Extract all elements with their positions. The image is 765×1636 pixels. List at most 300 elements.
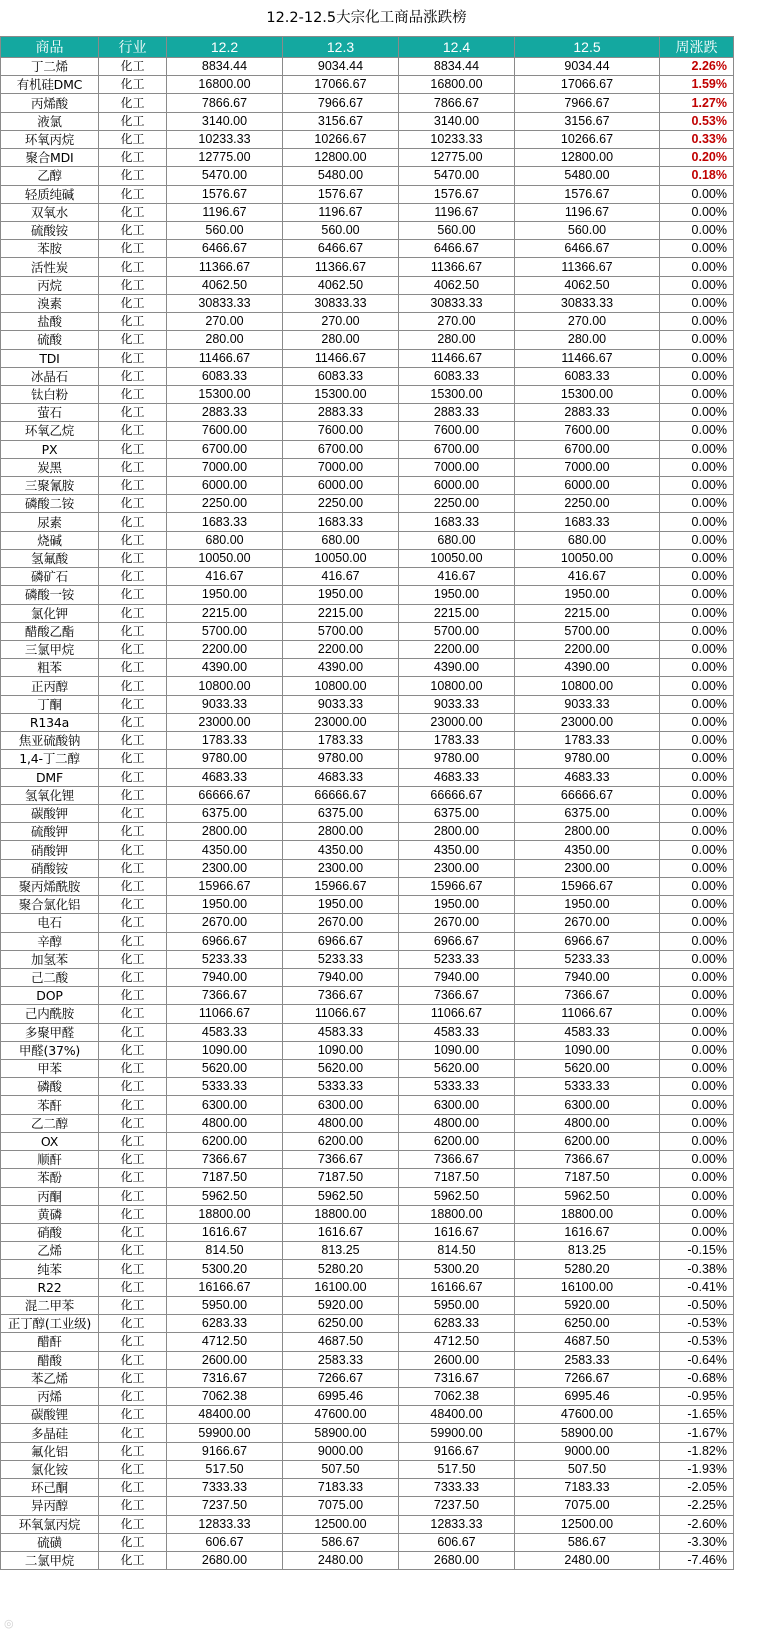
table-row (1, 1296, 734, 1314)
table-row (1, 422, 734, 440)
price-12-5-cell: 7183.33 (515, 1479, 660, 1497)
price-12-2-cell: 2883.33 (167, 404, 283, 422)
price-12-3-cell: 2200.00 (283, 641, 399, 659)
price-12-3-cell: 4687.50 (283, 1333, 399, 1351)
price-12-2-cell: 6283.33 (167, 1315, 283, 1333)
weekly-change-cell: 0.00% (660, 823, 734, 841)
price-12-4-cell: 5700.00 (399, 622, 515, 640)
weekly-change-cell: 0.00% (660, 203, 734, 221)
price-12-3-cell: 7940.00 (283, 968, 399, 986)
column-header-date-12-3[interactable]: 12.3 (283, 37, 399, 58)
commodity-name-cell: 钛白粉 (1, 385, 99, 403)
price-12-3-cell: 2300.00 (283, 859, 399, 877)
price-12-2-cell: 18800.00 (167, 1205, 283, 1223)
price-12-4-cell: 1783.33 (399, 732, 515, 750)
price-12-3-cell: 6200.00 (283, 1132, 399, 1150)
column-header-date-12-5[interactable]: 12.5 (515, 37, 660, 58)
commodity-name-cell: 己二酸 (1, 968, 99, 986)
price-12-3-cell: 1090.00 (283, 1041, 399, 1059)
column-header-weekly-change[interactable]: 周涨跌 (660, 37, 734, 58)
industry-cell: 化工 (99, 677, 167, 695)
commodity-name-cell: 硫酸 (1, 331, 99, 349)
price-12-5-cell: 7366.67 (515, 987, 660, 1005)
price-12-5-cell: 2670.00 (515, 914, 660, 932)
weekly-change-cell: 0.00% (660, 477, 734, 495)
price-12-3-cell: 5920.00 (283, 1296, 399, 1314)
price-12-3-cell: 10800.00 (283, 677, 399, 695)
commodity-name-cell: 炭黑 (1, 458, 99, 476)
price-12-3-cell: 18800.00 (283, 1205, 399, 1223)
commodity-name-cell: 粗苯 (1, 659, 99, 677)
weekly-change-cell: 0.18% (660, 167, 734, 185)
table-row (1, 149, 734, 167)
price-12-5-cell: 6466.67 (515, 240, 660, 258)
price-12-3-cell: 47600.00 (283, 1406, 399, 1424)
commodity-name-cell: 硫酸钾 (1, 823, 99, 841)
price-12-5-cell: 23000.00 (515, 713, 660, 731)
table-row (1, 313, 734, 331)
commodity-name-cell: 甲醛(37%) (1, 1041, 99, 1059)
commodity-name-cell: 丙烯 (1, 1387, 99, 1405)
weekly-change-cell: 0.00% (660, 804, 734, 822)
column-header-date-12-2[interactable]: 12.2 (167, 37, 283, 58)
table-row (1, 1351, 734, 1369)
price-12-4-cell: 5333.33 (399, 1078, 515, 1096)
price-12-4-cell: 7600.00 (399, 422, 515, 440)
price-12-4-cell: 30833.33 (399, 294, 515, 312)
price-12-2-cell: 4390.00 (167, 659, 283, 677)
industry-cell: 化工 (99, 58, 167, 76)
price-12-3-cell: 9034.44 (283, 58, 399, 76)
table-row (1, 568, 734, 586)
commodity-name-cell: 多晶硅 (1, 1424, 99, 1442)
table-row (1, 786, 734, 804)
price-12-5-cell: 5480.00 (515, 167, 660, 185)
price-12-3-cell: 5280.20 (283, 1260, 399, 1278)
price-12-5-cell: 11066.67 (515, 1005, 660, 1023)
price-12-5-cell: 47600.00 (515, 1406, 660, 1424)
price-12-4-cell: 9166.67 (399, 1442, 515, 1460)
price-12-2-cell: 8834.44 (167, 58, 283, 76)
price-12-4-cell: 4683.33 (399, 768, 515, 786)
weekly-change-cell: 0.00% (660, 1005, 734, 1023)
price-12-2-cell: 4712.50 (167, 1333, 283, 1351)
price-12-3-cell: 17066.67 (283, 76, 399, 94)
commodity-name-cell: 硝酸 (1, 1224, 99, 1242)
industry-cell: 化工 (99, 1387, 167, 1405)
industry-cell: 化工 (99, 1132, 167, 1150)
table-row (1, 1424, 734, 1442)
table-row (1, 1278, 734, 1296)
price-12-4-cell: 6375.00 (399, 804, 515, 822)
table-row (1, 349, 734, 367)
price-12-2-cell: 4683.33 (167, 768, 283, 786)
table-row (1, 1096, 734, 1114)
price-12-5-cell: 507.50 (515, 1460, 660, 1478)
price-12-2-cell: 5300.20 (167, 1260, 283, 1278)
industry-cell: 化工 (99, 877, 167, 895)
weekly-change-cell: 0.00% (660, 276, 734, 294)
price-12-3-cell: 12800.00 (283, 149, 399, 167)
price-12-3-cell: 2800.00 (283, 823, 399, 841)
commodity-name-cell: 黄磷 (1, 1205, 99, 1223)
industry-cell: 化工 (99, 185, 167, 203)
price-12-2-cell: 59900.00 (167, 1424, 283, 1442)
price-12-5-cell: 2300.00 (515, 859, 660, 877)
price-12-2-cell: 9166.67 (167, 1442, 283, 1460)
price-12-2-cell: 4350.00 (167, 841, 283, 859)
weekly-change-cell: 0.00% (660, 659, 734, 677)
industry-cell: 化工 (99, 1479, 167, 1497)
commodity-name-cell: DOP (1, 987, 99, 1005)
price-12-2-cell: 11366.67 (167, 258, 283, 276)
industry-cell: 化工 (99, 1351, 167, 1369)
price-12-5-cell: 9000.00 (515, 1442, 660, 1460)
price-12-3-cell: 4800.00 (283, 1114, 399, 1132)
table-row (1, 659, 734, 677)
price-12-4-cell: 814.50 (399, 1242, 515, 1260)
price-12-4-cell: 1950.00 (399, 586, 515, 604)
price-12-3-cell: 16100.00 (283, 1278, 399, 1296)
price-12-2-cell: 11466.67 (167, 349, 283, 367)
industry-cell: 化工 (99, 477, 167, 495)
industry-cell: 化工 (99, 1460, 167, 1478)
price-12-2-cell: 6200.00 (167, 1132, 283, 1150)
price-12-3-cell: 7600.00 (283, 422, 399, 440)
industry-cell: 化工 (99, 1278, 167, 1296)
commodity-name-cell: 丙烯酸 (1, 94, 99, 112)
table-row (1, 477, 734, 495)
price-12-5-cell: 5920.00 (515, 1296, 660, 1314)
commodity-name-cell: 醋酸 (1, 1351, 99, 1369)
price-12-5-cell: 6995.46 (515, 1387, 660, 1405)
table-row (1, 823, 734, 841)
price-12-2-cell: 1196.67 (167, 203, 283, 221)
price-12-3-cell: 6466.67 (283, 240, 399, 258)
commodity-name-cell: 甲苯 (1, 1060, 99, 1078)
price-12-4-cell: 7366.67 (399, 1151, 515, 1169)
price-12-2-cell: 7187.50 (167, 1169, 283, 1187)
price-12-5-cell: 2583.33 (515, 1351, 660, 1369)
table-row (1, 641, 734, 659)
price-12-5-cell: 15966.67 (515, 877, 660, 895)
industry-cell: 化工 (99, 841, 167, 859)
table-row (1, 1151, 734, 1169)
price-12-3-cell: 2883.33 (283, 404, 399, 422)
industry-cell: 化工 (99, 1187, 167, 1205)
price-12-5-cell: 680.00 (515, 531, 660, 549)
price-12-3-cell: 5480.00 (283, 167, 399, 185)
price-12-4-cell: 5620.00 (399, 1060, 515, 1078)
price-12-3-cell: 2250.00 (283, 495, 399, 513)
industry-cell: 化工 (99, 130, 167, 148)
table-row (1, 94, 734, 112)
commodity-name-cell: 丙烷 (1, 276, 99, 294)
table-row (1, 203, 734, 221)
price-12-4-cell: 517.50 (399, 1460, 515, 1478)
table-row (1, 258, 734, 276)
commodity-name-cell: 轻质纯碱 (1, 185, 99, 203)
table-row (1, 586, 734, 604)
price-12-2-cell: 7600.00 (167, 422, 283, 440)
price-12-5-cell: 7940.00 (515, 968, 660, 986)
weekly-change-cell: -1.82% (660, 1442, 734, 1460)
industry-cell: 化工 (99, 604, 167, 622)
price-12-4-cell: 5962.50 (399, 1187, 515, 1205)
weekly-change-cell: 0.00% (660, 950, 734, 968)
price-12-3-cell: 6083.33 (283, 367, 399, 385)
commodity-price-table (0, 36, 734, 1570)
price-12-2-cell: 10050.00 (167, 549, 283, 567)
price-12-5-cell: 5962.50 (515, 1187, 660, 1205)
commodity-name-cell: 尿素 (1, 513, 99, 531)
price-12-5-cell: 4800.00 (515, 1114, 660, 1132)
price-12-3-cell: 416.67 (283, 568, 399, 586)
industry-cell: 化工 (99, 804, 167, 822)
price-12-5-cell: 7366.67 (515, 1151, 660, 1169)
price-12-5-cell: 16100.00 (515, 1278, 660, 1296)
table-row (1, 713, 734, 731)
table-row (1, 1442, 734, 1460)
weekly-change-cell: -0.38% (660, 1260, 734, 1278)
table-row (1, 768, 734, 786)
commodity-name-cell: 焦亚硫酸钠 (1, 732, 99, 750)
column-header-date-12-4[interactable]: 12.4 (399, 37, 515, 58)
table-row (1, 1078, 734, 1096)
price-12-5-cell: 11366.67 (515, 258, 660, 276)
industry-cell: 化工 (99, 1096, 167, 1114)
price-12-2-cell: 6300.00 (167, 1096, 283, 1114)
price-12-4-cell: 11466.67 (399, 349, 515, 367)
price-12-3-cell: 12500.00 (283, 1515, 399, 1533)
weekly-change-cell: 0.00% (660, 859, 734, 877)
commodity-name-cell: 碳酸钾 (1, 804, 99, 822)
price-12-4-cell: 1683.33 (399, 513, 515, 531)
table-row (1, 604, 734, 622)
weekly-change-cell: -2.05% (660, 1479, 734, 1497)
price-12-2-cell: 4583.33 (167, 1023, 283, 1041)
commodity-name-cell: 盐酸 (1, 313, 99, 331)
price-12-5-cell: 11466.67 (515, 349, 660, 367)
commodity-name-cell: 加氢苯 (1, 950, 99, 968)
table-row (1, 276, 734, 294)
price-12-3-cell: 4350.00 (283, 841, 399, 859)
weekly-change-cell: 0.00% (660, 1224, 734, 1242)
industry-cell: 化工 (99, 203, 167, 221)
price-12-4-cell: 12833.33 (399, 1515, 515, 1533)
weekly-change-cell: 0.00% (660, 531, 734, 549)
price-12-2-cell: 11066.67 (167, 1005, 283, 1023)
price-12-4-cell: 4583.33 (399, 1023, 515, 1041)
price-12-2-cell: 16166.67 (167, 1278, 283, 1296)
price-12-3-cell: 1950.00 (283, 896, 399, 914)
price-12-3-cell: 1950.00 (283, 586, 399, 604)
commodity-name-cell: 硫酸铵 (1, 221, 99, 239)
weekly-change-cell: -0.50% (660, 1296, 734, 1314)
price-12-3-cell: 5700.00 (283, 622, 399, 640)
table-row (1, 877, 734, 895)
price-12-5-cell: 2200.00 (515, 641, 660, 659)
price-12-4-cell: 16166.67 (399, 1278, 515, 1296)
industry-cell: 化工 (99, 1242, 167, 1260)
price-12-3-cell: 9000.00 (283, 1442, 399, 1460)
price-12-4-cell: 2800.00 (399, 823, 515, 841)
price-12-4-cell: 6300.00 (399, 1096, 515, 1114)
weekly-change-cell: 0.00% (660, 185, 734, 203)
commodity-name-cell: 正丁醇(工业级) (1, 1315, 99, 1333)
commodity-name-cell: 正丙醇 (1, 677, 99, 695)
price-12-4-cell: 7940.00 (399, 968, 515, 986)
column-header-commodity[interactable]: 商品 (1, 37, 99, 58)
price-12-3-cell: 58900.00 (283, 1424, 399, 1442)
price-12-2-cell: 16800.00 (167, 76, 283, 94)
price-12-4-cell: 10050.00 (399, 549, 515, 567)
price-12-2-cell: 5233.33 (167, 950, 283, 968)
price-12-5-cell: 5700.00 (515, 622, 660, 640)
industry-cell: 化工 (99, 1260, 167, 1278)
price-12-3-cell: 6250.00 (283, 1315, 399, 1333)
table-row (1, 1515, 734, 1533)
price-12-3-cell: 11366.67 (283, 258, 399, 276)
price-12-2-cell: 4800.00 (167, 1114, 283, 1132)
price-12-5-cell: 3156.67 (515, 112, 660, 130)
weekly-change-cell: 0.00% (660, 240, 734, 258)
column-header-industry[interactable]: 行业 (99, 37, 167, 58)
price-12-5-cell: 2250.00 (515, 495, 660, 513)
price-12-4-cell: 7866.67 (399, 94, 515, 112)
price-12-5-cell: 1783.33 (515, 732, 660, 750)
industry-cell: 化工 (99, 1497, 167, 1515)
table-row (1, 896, 734, 914)
commodity-name-cell: 磷酸二铵 (1, 495, 99, 513)
commodity-name-cell: 环己酮 (1, 1479, 99, 1497)
table-row (1, 1132, 734, 1150)
weekly-change-cell: -1.67% (660, 1424, 734, 1442)
industry-cell: 化工 (99, 422, 167, 440)
commodity-name-cell: 苯乙烯 (1, 1369, 99, 1387)
weekly-change-cell: 0.00% (660, 1169, 734, 1187)
price-12-3-cell: 7266.67 (283, 1369, 399, 1387)
industry-cell: 化工 (99, 1333, 167, 1351)
table-row (1, 1205, 734, 1223)
industry-cell: 化工 (99, 568, 167, 586)
commodity-name-cell: 有机硅DMC (1, 76, 99, 94)
price-12-4-cell: 2600.00 (399, 1351, 515, 1369)
price-12-2-cell: 30833.33 (167, 294, 283, 312)
table-header-row (1, 37, 734, 58)
price-12-2-cell: 2250.00 (167, 495, 283, 513)
price-12-2-cell: 416.67 (167, 568, 283, 586)
price-12-5-cell: 280.00 (515, 331, 660, 349)
commodity-name-cell: 聚合氯化铝 (1, 896, 99, 914)
price-12-4-cell: 5300.20 (399, 1260, 515, 1278)
price-12-3-cell: 813.25 (283, 1242, 399, 1260)
price-12-4-cell: 8834.44 (399, 58, 515, 76)
price-12-3-cell: 7966.67 (283, 94, 399, 112)
price-12-2-cell: 2680.00 (167, 1551, 283, 1569)
price-12-3-cell: 9780.00 (283, 750, 399, 768)
price-12-2-cell: 1950.00 (167, 586, 283, 604)
table-row (1, 1315, 734, 1333)
industry-cell: 化工 (99, 404, 167, 422)
price-12-2-cell: 6966.67 (167, 932, 283, 950)
price-12-4-cell: 48400.00 (399, 1406, 515, 1424)
table-row (1, 331, 734, 349)
price-12-4-cell: 10800.00 (399, 677, 515, 695)
industry-cell: 化工 (99, 859, 167, 877)
industry-cell: 化工 (99, 1060, 167, 1078)
price-12-2-cell: 2200.00 (167, 641, 283, 659)
weekly-change-cell: 0.00% (660, 458, 734, 476)
price-12-2-cell: 6083.33 (167, 367, 283, 385)
commodity-name-cell: 二氯甲烷 (1, 1551, 99, 1569)
weekly-change-cell: 1.59% (660, 76, 734, 94)
commodity-name-cell: 苯酚 (1, 1169, 99, 1187)
weekly-change-cell: 0.00% (660, 568, 734, 586)
commodity-name-cell: 纯苯 (1, 1260, 99, 1278)
price-12-5-cell: 1683.33 (515, 513, 660, 531)
price-12-5-cell: 6700.00 (515, 440, 660, 458)
weekly-change-cell: 0.00% (660, 385, 734, 403)
price-12-3-cell: 11066.67 (283, 1005, 399, 1023)
price-12-5-cell: 10266.67 (515, 130, 660, 148)
commodity-name-cell: 氢氟酸 (1, 549, 99, 567)
price-12-4-cell: 66666.67 (399, 786, 515, 804)
commodity-name-cell: 氯化钾 (1, 604, 99, 622)
price-12-5-cell: 7000.00 (515, 458, 660, 476)
price-12-5-cell: 9033.33 (515, 695, 660, 713)
price-12-4-cell: 15966.67 (399, 877, 515, 895)
weekly-change-cell: 0.00% (660, 1205, 734, 1223)
weekly-change-cell: 0.00% (660, 221, 734, 239)
weekly-change-cell: 0.53% (660, 112, 734, 130)
price-12-4-cell: 18800.00 (399, 1205, 515, 1223)
table-row (1, 1242, 734, 1260)
table-row (1, 513, 734, 531)
price-12-5-cell: 15300.00 (515, 385, 660, 403)
price-12-3-cell: 507.50 (283, 1460, 399, 1478)
price-12-3-cell: 680.00 (283, 531, 399, 549)
price-12-5-cell: 7966.67 (515, 94, 660, 112)
price-12-2-cell: 2300.00 (167, 859, 283, 877)
commodity-name-cell: 醋酸乙酯 (1, 622, 99, 640)
price-12-2-cell: 517.50 (167, 1460, 283, 1478)
industry-cell: 化工 (99, 221, 167, 239)
price-12-3-cell: 586.67 (283, 1533, 399, 1551)
price-12-2-cell: 7316.67 (167, 1369, 283, 1387)
table-row (1, 1041, 734, 1059)
price-12-3-cell: 7183.33 (283, 1479, 399, 1497)
industry-cell: 化工 (99, 768, 167, 786)
industry-cell: 化工 (99, 1369, 167, 1387)
price-12-5-cell: 586.67 (515, 1533, 660, 1551)
price-12-5-cell: 560.00 (515, 221, 660, 239)
price-12-3-cell: 6700.00 (283, 440, 399, 458)
price-12-5-cell: 4390.00 (515, 659, 660, 677)
commodity-name-cell: 磷矿石 (1, 568, 99, 586)
industry-cell: 化工 (99, 641, 167, 659)
price-12-4-cell: 1576.67 (399, 185, 515, 203)
weekly-change-cell: 0.00% (660, 641, 734, 659)
commodity-name-cell: 氟化铝 (1, 1442, 99, 1460)
price-12-4-cell: 7187.50 (399, 1169, 515, 1187)
price-12-3-cell: 3156.67 (283, 112, 399, 130)
price-12-5-cell: 4683.33 (515, 768, 660, 786)
price-12-4-cell: 2215.00 (399, 604, 515, 622)
commodity-name-cell: 氯化铵 (1, 1460, 99, 1478)
price-12-2-cell: 7366.67 (167, 987, 283, 1005)
table-row (1, 404, 734, 422)
